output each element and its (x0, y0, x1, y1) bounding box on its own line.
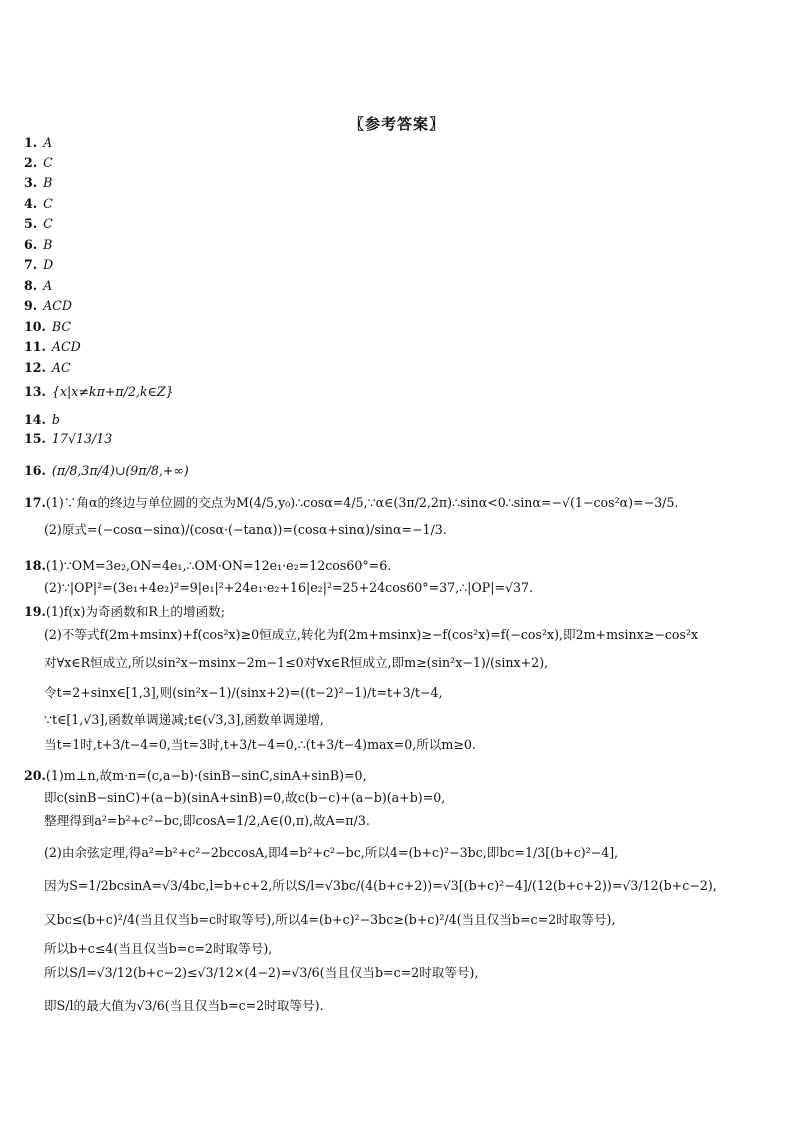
answer-item (24, 431, 112, 447)
answer-item (24, 412, 60, 428)
answer-number: 14. (24, 412, 46, 427)
q20-line9: 即S/l的最大值为√3/6(当且仅当b=c=2时取等号). (44, 998, 324, 1013)
answer-item (24, 175, 52, 191)
q20-line5: 因为S=1/2bcsinA=√3/4bc,l=b+c+2,所以S/l=√3bc/(4(b+c+2))=√3[(b+c)²−4]/(12(b+c+2))=√3/12(b+c−2), (44, 878, 717, 893)
answer-number: 1. (24, 135, 38, 150)
answer-item (24, 257, 53, 273)
answer-text: C (43, 196, 53, 211)
q20-line6: 又bc≤(b+c)²/4(当且仅当b=c时取等号),所以4=(b+c)²−3bc≥(b+c)²/4(当且仅当b=c=2时取等号), (44, 912, 616, 927)
answer-number: 16. (24, 463, 46, 478)
answer-number: 3. (24, 175, 38, 190)
answer-number: 4. (24, 196, 38, 211)
answer-number: 12. (24, 360, 46, 375)
answer-item (24, 384, 174, 400)
answer-number: 2. (24, 155, 38, 170)
answer-text: B (43, 237, 53, 252)
answer-number: 11. (24, 339, 46, 354)
q19-line1: 19.(1)f(x)为奇函数和R上的增函数; (24, 604, 226, 619)
answer-text: B (43, 175, 53, 190)
answer-number: 15. (24, 431, 46, 446)
answer-text: {x|x≠kπ+π/2,k∈Z} (51, 384, 174, 399)
answer-text: ACD (43, 298, 72, 313)
page-title: 〖参考答案〗 (348, 115, 445, 133)
q19-line4: 令t=2+sinx∈[1,3],则(sin²x−1)/(sinx+2)=((t−2)²−1)/t=t+3/t−4, (44, 685, 443, 700)
q19-line6: 当t=1时,t+3/t−4=0,当t=3时,t+3/t−4=0,∴(t+3/t−4)max=0,所以m≥0. (44, 737, 476, 752)
answer-number: 8. (24, 278, 38, 293)
answer-text: C (43, 155, 53, 170)
q17-line2: (2)原式=(−cosα−sinα)/(cosα·(−tanα))=(cosα+sinα)/sinα=−1/3. (44, 522, 447, 537)
q19-line2: (2)不等式f(2m+msinx)+f(cos²x)≥0恒成立,转化为f(2m+msinx)≥−f(cos²x)=f(−cos²x),即2m+msinx≥−cos²x (44, 627, 699, 642)
answer-number: 5. (24, 216, 38, 231)
answer-item (24, 196, 53, 212)
answer-item (24, 319, 71, 335)
q20-line2: 即c(sinB−sinC)+(a−b)(sinA+sinB)=0,故c(b−c)+(a−b)(a+b)=0, (44, 790, 446, 805)
answer-item (24, 278, 52, 294)
q20-line8: 所以S/l=√3/12(b+c−2)≤√3/12×(4−2)=√3/6(当且仅当b=c=2时取等号), (44, 965, 479, 980)
answer-number: 7. (24, 257, 38, 272)
answer-text: BC (51, 319, 72, 334)
q17-line1: 17.(1)∵角α的终边与单位圆的交点为M(4/5,y₀)∴cosα=4/5,∵α∈(3π/2,2π)∴sinα<0∴sinα=−√(1−cos²α)=−3/5. (24, 495, 679, 510)
answer-text: A (43, 278, 53, 293)
q18-line1: 18.(1)∵OM=3e₂,ON=4e₁,∴OM·ON=12e₁·e₂=12cos60°=6. (24, 558, 392, 573)
answer-number: 10. (24, 319, 46, 334)
answer-item (24, 298, 72, 314)
answer-item (24, 463, 189, 479)
answer-item (24, 216, 53, 232)
answer-number: 9. (24, 298, 38, 313)
answer-text: D (43, 257, 54, 272)
q19-line3: 对∀x∈R恒成立,所以sin²x−msinx−2m−1≤0对∀x∈R恒成立,即m≥(sin²x−1)/(sinx+2), (44, 655, 549, 670)
answer-text: (π/8,3π/4)∪(9π/8,+∞) (51, 463, 189, 478)
q20-line4: (2)由余弦定理,得a²=b²+c²−2bccosA,即4=b²+c²−bc,所以4=(b+c)²−3bc,即bc=1/3[(b+c)²−4], (44, 845, 619, 860)
answer-text: 17√13/13 (51, 431, 113, 446)
answer-text: A (43, 135, 53, 150)
answer-text: AC (51, 360, 71, 375)
q20-line3: 整理得到a²=b²+c²−bc,即cosA=1/2,A∈(0,π),故A=π/3. (44, 813, 370, 828)
q20-line7: 所以b+c≤4(当且仅当b=c=2时取等号), (44, 941, 273, 956)
answer-text: ACD (51, 339, 81, 354)
answer-number: 6. (24, 237, 38, 252)
q18-line2: (2)∵|OP|²=(3e₁+4e₂)²=9|e₁|²+24e₁·e₂+16|e₂|²=25+24cos60°=37,∴|OP|=√37. (44, 580, 534, 595)
answer-text: b (51, 412, 60, 427)
answer-item (24, 360, 71, 376)
answer-text: C (43, 216, 53, 231)
answer-item (24, 135, 52, 151)
answer-item (24, 155, 53, 171)
answer-item (24, 339, 81, 355)
answer-item (24, 237, 52, 253)
q20-line1: 20.(1)m⊥n,故m·n=(c,a−b)·(sinB−sinC,sinA+sinB)=0, (24, 768, 367, 783)
answer-number: 13. (24, 384, 46, 399)
q19-line5: ∵t∈[1,√3],函数单调递减;t∈(√3,3],函数单调递增, (44, 712, 324, 727)
